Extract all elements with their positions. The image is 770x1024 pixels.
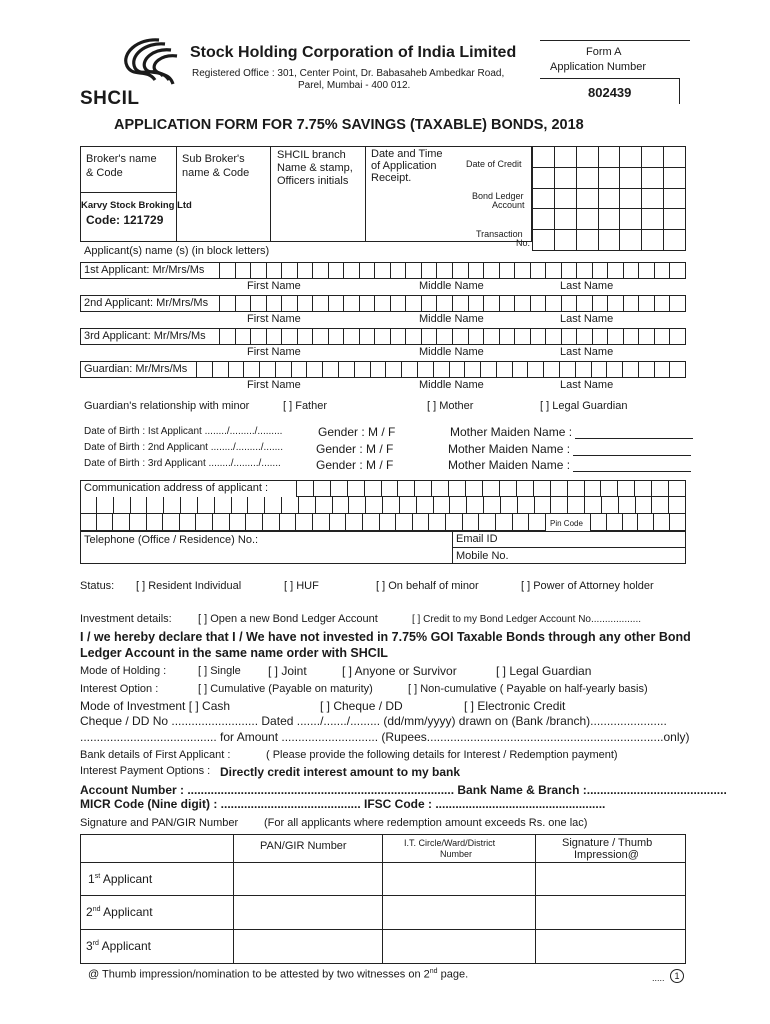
guardian-label: Guardian: Mr/Mrs/Ms (84, 363, 188, 375)
mode-investment-cash[interactable]: Mode of Investment [ ] Cash (80, 699, 231, 713)
row1-label: Applicant (102, 872, 153, 886)
app-number-value: 802439 (588, 85, 632, 100)
and-code-label: & Code (86, 167, 123, 179)
payment-option-value: Directly credit interest amount to my bank (220, 765, 461, 779)
cumulative-checkbox[interactable]: [ ] Cumulative (Payable on maturity) (198, 683, 373, 695)
cheque-line[interactable]: Cheque / DD No .......................... Dated ......./......./......... (dd/mm/yyyy) drawn on (Bank /branch)....................... (80, 714, 667, 728)
payment-option-label: Interest Payment Options : (80, 765, 211, 777)
comm-address-grid[interactable] (296, 480, 686, 497)
row1-num: 1 (88, 872, 95, 886)
date-time-label: Date and Time (371, 148, 443, 160)
form-title: APPLICATION FORM FOR 7.75% SAVINGS (TAXABLE) BONDS, 2018 (114, 117, 584, 133)
applicant3-grid[interactable] (219, 328, 686, 345)
account-label: Account (492, 200, 525, 210)
credit-grid[interactable] (532, 146, 686, 251)
resident-checkbox[interactable]: [ ] Resident Individual (136, 580, 242, 592)
dob-1[interactable]: Date of Birth : Ist Applicant ......../........./......... (84, 426, 283, 437)
status-label: Status: (80, 580, 115, 592)
broker-value: Karvy Stock Broking Ltd (81, 200, 192, 211)
footer-note (88, 968, 468, 981)
electronic-checkbox[interactable]: [ ] Electronic Credit (464, 699, 566, 713)
mode-holding-label: Mode of Holding : (80, 665, 167, 677)
investment-label: Investment details: (80, 613, 172, 625)
sub-name-code-label: name & Code (182, 167, 250, 179)
broker-code: Code: 121729 (86, 213, 164, 227)
father-checkbox[interactable]: [ ] Father (283, 400, 328, 412)
footer-note-sup: nd (429, 968, 438, 975)
mother-maiden-1[interactable] (450, 425, 693, 439)
gender-2[interactable]: Gender : M / F (316, 442, 394, 456)
first-name-label-1: First Name (247, 280, 301, 292)
row1-applicant (88, 872, 152, 886)
mother-maiden-3[interactable] (448, 458, 691, 472)
date-of-credit-label: Date of Credit (466, 159, 522, 169)
bank-label: Bank details of First Applicant : (80, 749, 231, 761)
row3-label: Applicant (101, 939, 151, 953)
signature-label: Signature and PAN/GIR Number (80, 817, 239, 829)
bond-ledger-label: Bond Ledger (472, 191, 524, 201)
pin-code-label: Pin Code (550, 519, 583, 528)
amount-line[interactable]: ......................................... for Amount ............................. (Rupees.......................................................................only) (80, 730, 690, 744)
pan-header: PAN/GIR Number (260, 840, 347, 852)
applicant2-label: 2nd Applicant: Mr/Mrs/Ms (84, 297, 209, 309)
shcil-logo-text: SHCIL (80, 88, 140, 109)
pin-code-grid[interactable] (590, 514, 686, 531)
bank-note: ( Please provide the following details for Interest / Redemption payment) (266, 749, 618, 761)
row3-sup: rd (92, 940, 99, 947)
relationship-label: Guardian's relationship with minor (84, 400, 250, 412)
no-label: No. (516, 238, 531, 248)
last-name-label-2: Last Name (560, 313, 614, 325)
row3-applicant (86, 939, 151, 953)
first-name-label-4: First Name (247, 379, 301, 391)
declaration-line1: I / we hereby declare that I / We have not invested in 7.75% GOI Taxable Bonds through any other Bond (80, 630, 691, 644)
last-name-label-3: Last Name (560, 346, 614, 358)
row2-applicant (86, 905, 153, 919)
applicant1-label: 1st Applicant: Mr/Mrs/Ms (84, 264, 205, 276)
applicants-heading: Applicant(s) name (s) (in block letters) (84, 245, 270, 257)
form-top-line (540, 40, 690, 41)
officers-label: Officers initials (277, 175, 349, 187)
legal-guardian-holding-checkbox[interactable]: [ ] Legal Guardian (496, 664, 592, 678)
page-number: 1 (674, 971, 680, 981)
sig-header-2: Impression@ (574, 849, 639, 861)
mother-maiden-2[interactable] (448, 442, 691, 456)
gender-3[interactable]: Gender : M / F (316, 458, 394, 472)
declaration-line2: Ledger Account in the same name order with SHCIL (80, 646, 388, 660)
first-name-label-3: First Name (247, 346, 301, 358)
noncumulative-checkbox[interactable]: [ ] Non-cumulative ( Payable on half-yearly basis) (408, 683, 648, 695)
mobile-label: Mobile No. (456, 550, 509, 562)
address-line2: Parel, Mumbai - 400 012. (298, 80, 411, 91)
address-line1: Registered Office : 301, Center Point, Dr. Babasaheb Ambedkar Road, (192, 68, 505, 79)
comm-address-label: Communication address of applicant : (84, 482, 269, 494)
poa-checkbox[interactable]: [ ] Power of Attorney holder (521, 580, 654, 592)
open-account-checkbox[interactable]: [ ] Open a new Bond Ledger Account (198, 613, 378, 625)
row2-label: Applicant (103, 905, 153, 919)
comm-address-grid-2[interactable] (80, 497, 686, 514)
credit-account-checkbox[interactable]: [ ] Credit to my Bond Ledger Account No.................. (412, 614, 641, 625)
email-label: Email ID (456, 533, 498, 545)
dob-3[interactable]: Date of Birth : 3rd Applicant ......../........./....... (84, 458, 281, 469)
comm-address-grid-3[interactable] (80, 514, 546, 531)
row1-sup: st (94, 873, 101, 880)
row2-num: 2 (86, 905, 93, 919)
middle-name-label-4: Middle Name (419, 379, 484, 391)
interest-option-label: Interest Option : (80, 683, 159, 695)
mother-maiden-label-1: Mother Maiden Name : (450, 425, 573, 439)
middle-name-label-2: Middle Name (419, 313, 484, 325)
dob-2[interactable]: Date of Birth : 2nd Applicant ......../........./....... (84, 442, 283, 453)
huf-checkbox[interactable]: [ ] HUF (284, 580, 319, 592)
page-number-badge (670, 969, 684, 983)
app-number-label: Application Number (550, 61, 646, 73)
sub-broker-label: Sub Broker's (182, 153, 245, 165)
row3-num: 3 (86, 939, 93, 953)
row2-sup: nd (92, 906, 101, 913)
legal-guardian-checkbox[interactable]: [ ] Legal Guardian (540, 400, 628, 412)
footer-dots: ..... (652, 973, 665, 983)
footer-note-post: page. (437, 968, 469, 981)
telephone-label: Telephone (Office / Residence) No.: (84, 534, 259, 546)
form-label: Form A (586, 46, 622, 58)
mother-maiden-label-3: Mother Maiden Name : (448, 458, 571, 472)
brokers-name-label: Broker's name (86, 153, 157, 165)
middle-name-label-3: Middle Name (419, 346, 484, 358)
single-checkbox[interactable]: [ ] Single (198, 665, 241, 677)
company-name: Stock Holding Corporation of India Limited (190, 44, 517, 61)
applicant1-grid[interactable] (219, 262, 686, 279)
joint-checkbox[interactable]: [ ] Joint (268, 664, 307, 678)
footer-note-pre: @ Thumb impression/nomination to be attested by two witnesses on 2 (88, 968, 430, 981)
micr-line[interactable]: MICR Code (Nine digit) : .......................................... IFSC Code : ................................................... (80, 797, 606, 811)
circle-header-1: I.T. Circle/Ward/District (404, 838, 496, 848)
mother-maiden-label-2: Mother Maiden Name : (448, 442, 571, 456)
middle-name-label-1: Middle Name (419, 280, 484, 292)
name-stamp-label: Name & stamp, (277, 162, 353, 174)
gender-1[interactable]: Gender : M / F (318, 425, 396, 439)
anyone-checkbox[interactable]: [ ] Anyone or Survivor (342, 664, 457, 678)
receipt-label: Receipt. (371, 172, 412, 184)
last-name-label-1: Last Name (560, 280, 614, 292)
sig-header-1: Signature / Thumb (562, 837, 653, 849)
first-name-label-2: First Name (247, 313, 301, 325)
applicant2-grid[interactable] (219, 295, 686, 312)
of-application-label: of Application (371, 160, 437, 172)
cheque-checkbox[interactable]: [ ] Cheque / DD (320, 699, 403, 713)
minor-checkbox[interactable]: [ ] On behalf of minor (376, 580, 479, 592)
guardian-grid[interactable] (196, 361, 686, 378)
circle-header-2: Number (440, 849, 473, 859)
shcil-branch-label: SHCIL branch (277, 149, 346, 161)
signature-note: (For all applicants where redemption amount exceeds Rs. one lac) (264, 817, 588, 829)
account-number-line[interactable]: Account Number : ................................................................................ Bank Name & Branch :.......................................... (80, 783, 727, 797)
transaction-label: Transaction (476, 229, 523, 239)
applicant3-label: 3rd Applicant: Mr/Mrs/Ms (84, 330, 206, 342)
last-name-label-4: Last Name (560, 379, 614, 391)
mother-checkbox[interactable]: [ ] Mother (427, 400, 474, 412)
